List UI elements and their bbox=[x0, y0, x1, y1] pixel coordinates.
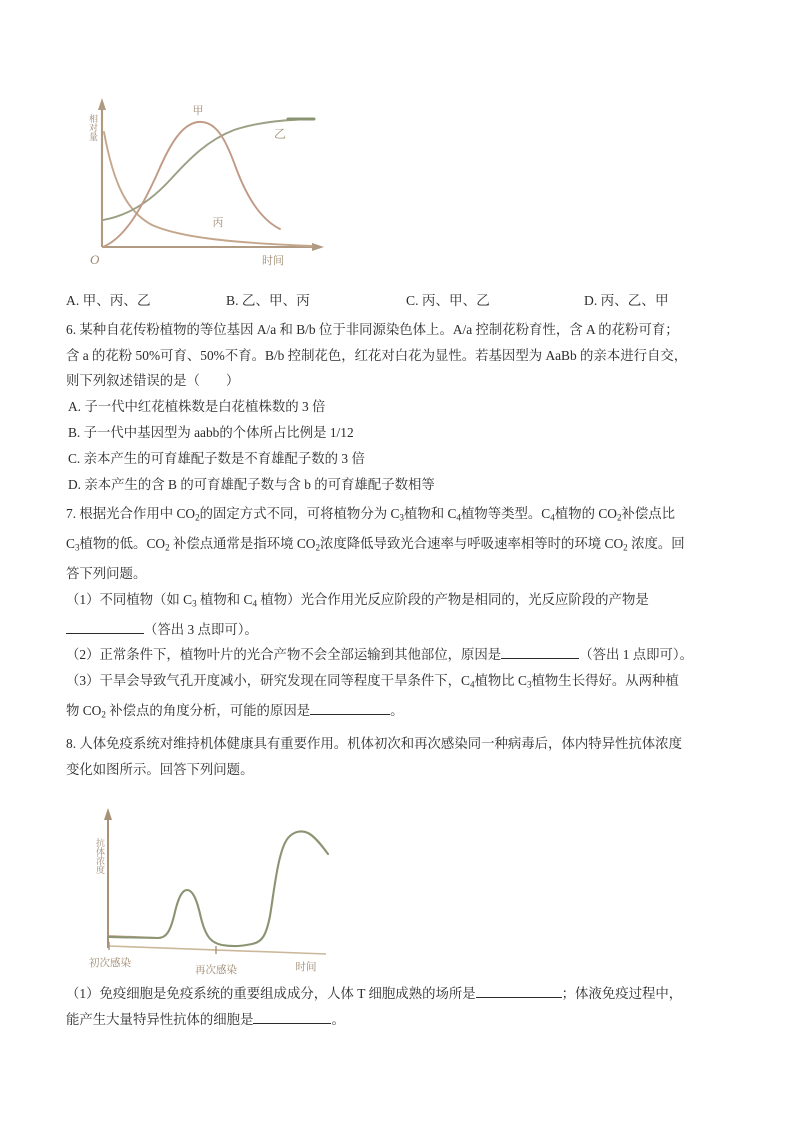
q7-sub3-p1: （3）干旱会导致气孔开度减小，研究发现在同等程度干旱条件下，C bbox=[66, 672, 470, 688]
question-8-subquestions bbox=[66, 981, 738, 1032]
curve-jia bbox=[103, 122, 280, 247]
q7-s1-sub4: 4 bbox=[550, 512, 555, 523]
q6-stem-line-3 bbox=[66, 368, 738, 394]
growth-curves-svg bbox=[66, 92, 386, 267]
q7-sub1-sub2: 4 bbox=[252, 598, 258, 609]
q7-s1-p2: 的固定方式不同，可将植物分为 C bbox=[199, 505, 400, 521]
growth-curves-chart bbox=[66, 92, 738, 282]
q8-sub1-l2-p1: 能产生大量特异性抗体的细胞是 bbox=[66, 1012, 254, 1028]
q7-s2-p5: 浓度。回 bbox=[627, 535, 685, 551]
q7-sub3-l2-p3: 。 bbox=[390, 703, 404, 719]
q8-sub-1-line-2 bbox=[66, 1007, 738, 1033]
marker-label-first-infection: 初次感染 bbox=[89, 957, 131, 970]
y-axis-label-1: 相对量 bbox=[87, 114, 97, 141]
choice-a-q5[interactable]: A. 甲、丙、乙 bbox=[66, 293, 151, 308]
q7-s2-sub4: 2 bbox=[623, 542, 628, 553]
q7-sub-1-line-1 bbox=[66, 587, 738, 617]
q7-sub1-answer-blank[interactable] bbox=[66, 633, 144, 634]
q7-stem-line-1 bbox=[66, 501, 738, 531]
q7-sub-2-line bbox=[66, 642, 738, 668]
q7-s1-sub2: 3 bbox=[399, 512, 404, 523]
q7-sub1-sub1: 3 bbox=[192, 598, 197, 609]
choice-d-q5[interactable]: D. 丙、乙、甲 bbox=[584, 293, 669, 308]
q7-s1-sub5: 2 bbox=[616, 512, 622, 523]
q8-sub1-l2-p2: 。 bbox=[331, 1012, 345, 1028]
curve-label-jia: 甲 bbox=[192, 104, 204, 117]
x-axis-line-2 bbox=[108, 946, 326, 954]
question-8 bbox=[66, 731, 738, 782]
q7-s2-sub1: 3 bbox=[74, 542, 80, 553]
q7-s2-p4: 浓度降低导致光合速率与呼吸速率相等时的环境 CO bbox=[320, 535, 624, 551]
q7-s1-p3: 植物和 C bbox=[403, 505, 457, 521]
origin-label-1: O bbox=[90, 252, 100, 267]
choice-b-q5[interactable]: B. 乙、甲、丙 bbox=[226, 293, 310, 308]
q8-stem-line-1: 8. 人体免疫系统对维持机体健康具有重要作用。机体初次和再次感染同一种病毒后，体内特异性抗体浓度 bbox=[66, 736, 682, 752]
q7-sub3-l2-sub1: 2 bbox=[101, 709, 106, 720]
x-axis-arrow-1 bbox=[312, 243, 324, 251]
q8-sub1-p2: ；体液免疫过程中， bbox=[561, 986, 683, 1002]
q8-sub-1-line-1 bbox=[66, 981, 738, 1007]
q6-choice-d[interactable]: D. 亲本产生的含 B 的可育雄配子数与含 b 的可育雄配子数相等 bbox=[68, 476, 435, 492]
q7-sub1-line2-text: （答出 3 点即可）。 bbox=[144, 621, 258, 637]
q7-sub-3-line-2 bbox=[66, 698, 738, 728]
q6-stem-line-1: 6. 某种自花传粉植物的等位基因 A/a 和 B/b 位于非同源染色体上。A/a 控制花粉育性，含 A 的花粉可育； bbox=[66, 322, 679, 337]
q7-sub3-p2: 植物比 C bbox=[474, 672, 527, 688]
q8-sub1-answer-blank-2[interactable] bbox=[253, 1023, 331, 1024]
marker-label-second-infection: 再次感染 bbox=[195, 964, 237, 977]
q6-stem-line-3-text: 则下列叙述错误的是（ bbox=[66, 373, 200, 389]
q7-sub3-l2-p1: 物 CO bbox=[66, 703, 102, 719]
choices-row-q5 bbox=[66, 288, 738, 314]
q7-s1-p4: 植物等类型。C bbox=[460, 505, 551, 521]
q7-s1-p6: 补偿点比 bbox=[621, 505, 676, 521]
q7-s2-sub2: 2 bbox=[165, 542, 170, 553]
q7-sub1-p2: 植物和 C bbox=[196, 591, 253, 607]
antibody-concentration-chart bbox=[66, 798, 738, 978]
q7-stem-line-2 bbox=[66, 531, 738, 561]
page-content bbox=[66, 0, 738, 1033]
q7-sub3-answer-blank[interactable] bbox=[310, 714, 390, 715]
q7-sub-1-line-2 bbox=[66, 617, 738, 643]
q6-choice-c[interactable]: C. 亲本产生的可育雄配子数是不育雄配子数的 3 倍 bbox=[68, 450, 365, 466]
q6-stem-line-2: 含 a 的花粉 50%可育、50%不育。B/b 控制花色，红花对白花为显性。若基因型为 AaBb 的亲本进行自交， bbox=[66, 347, 688, 363]
y-axis-arrow-2 bbox=[104, 808, 112, 820]
q6-choice-a[interactable]: A. 子一代中红花植株数是白花植株数的 3 倍 bbox=[68, 398, 326, 414]
curve-label-yi: 乙 bbox=[273, 127, 287, 141]
q7-sub2-p2: （答出 1 点即可）。 bbox=[579, 647, 694, 663]
q7-sub3-p3: 植物生长得好。从两种植 bbox=[531, 672, 679, 688]
choice-c-q5[interactable]: C. 丙、甲、乙 bbox=[406, 293, 490, 308]
question-7 bbox=[66, 501, 738, 728]
q7-sub2-answer-blank[interactable] bbox=[501, 658, 579, 659]
q7-sub-3-line-1 bbox=[66, 668, 738, 698]
q7-sub3-sub2: 3 bbox=[526, 679, 532, 690]
q7-sub1-p3: 植物）光合作用光反应阶段的产物是相同的，光反应阶段的产物是 bbox=[257, 591, 649, 607]
y-axis-arrow-1 bbox=[98, 98, 106, 110]
q7-s1-sub1: 2 bbox=[195, 512, 200, 523]
q6-choice-b[interactable]: B. 子一代中基因型为 aabb的个体所占比例是 1/12 bbox=[68, 424, 354, 440]
curve-label-bing: 丙 bbox=[212, 216, 224, 229]
q7-s2-p1: C bbox=[66, 535, 75, 551]
q7-stem-line-3: 答下列问题。 bbox=[66, 566, 147, 582]
q7-sub3-l2-p2: 补偿点的角度分析，可能的原因是 bbox=[105, 703, 311, 719]
question-6 bbox=[66, 317, 738, 498]
x-axis-label-1: 时间 bbox=[262, 254, 284, 267]
q7-sub3-sub1: 4 bbox=[469, 679, 475, 690]
x-axis-label-2: 时间 bbox=[295, 961, 317, 974]
q8-stem-line-2: 变化如图所示。回答下列问题。 bbox=[66, 761, 254, 777]
antibody-curve bbox=[109, 832, 328, 947]
q7-s2-p2: 植物的低。CO bbox=[79, 535, 166, 551]
q7-s1-sub3: 4 bbox=[456, 512, 461, 523]
q7-sub1-p1: （1）不同植物（如 C bbox=[66, 591, 193, 607]
q8-sub1-answer-blank-1[interactable] bbox=[476, 997, 562, 998]
q7-s1-p5: 植物的 CO bbox=[554, 505, 617, 521]
q6-stem-line-3-close: ） bbox=[225, 373, 240, 389]
q7-sub2-p1: （2）正常条件下，植物叶片的光合产物不会全部运输到其他部位，原因是 bbox=[66, 647, 502, 663]
q7-s2-p3: 补偿点通常是指环境 CO bbox=[169, 535, 316, 551]
q7-s2-sub3: 2 bbox=[315, 542, 320, 553]
q7-s1-p1: 7. 根据光合作用中 CO bbox=[66, 505, 196, 521]
antibody-chart-svg bbox=[66, 798, 386, 978]
q8-sub1-p1: （1）免疫细胞是免疫系统的重要组成成分，人体 T 细胞成熟的场所是 bbox=[66, 986, 476, 1002]
y-axis-label-2: 抗体浓度 bbox=[94, 838, 104, 875]
